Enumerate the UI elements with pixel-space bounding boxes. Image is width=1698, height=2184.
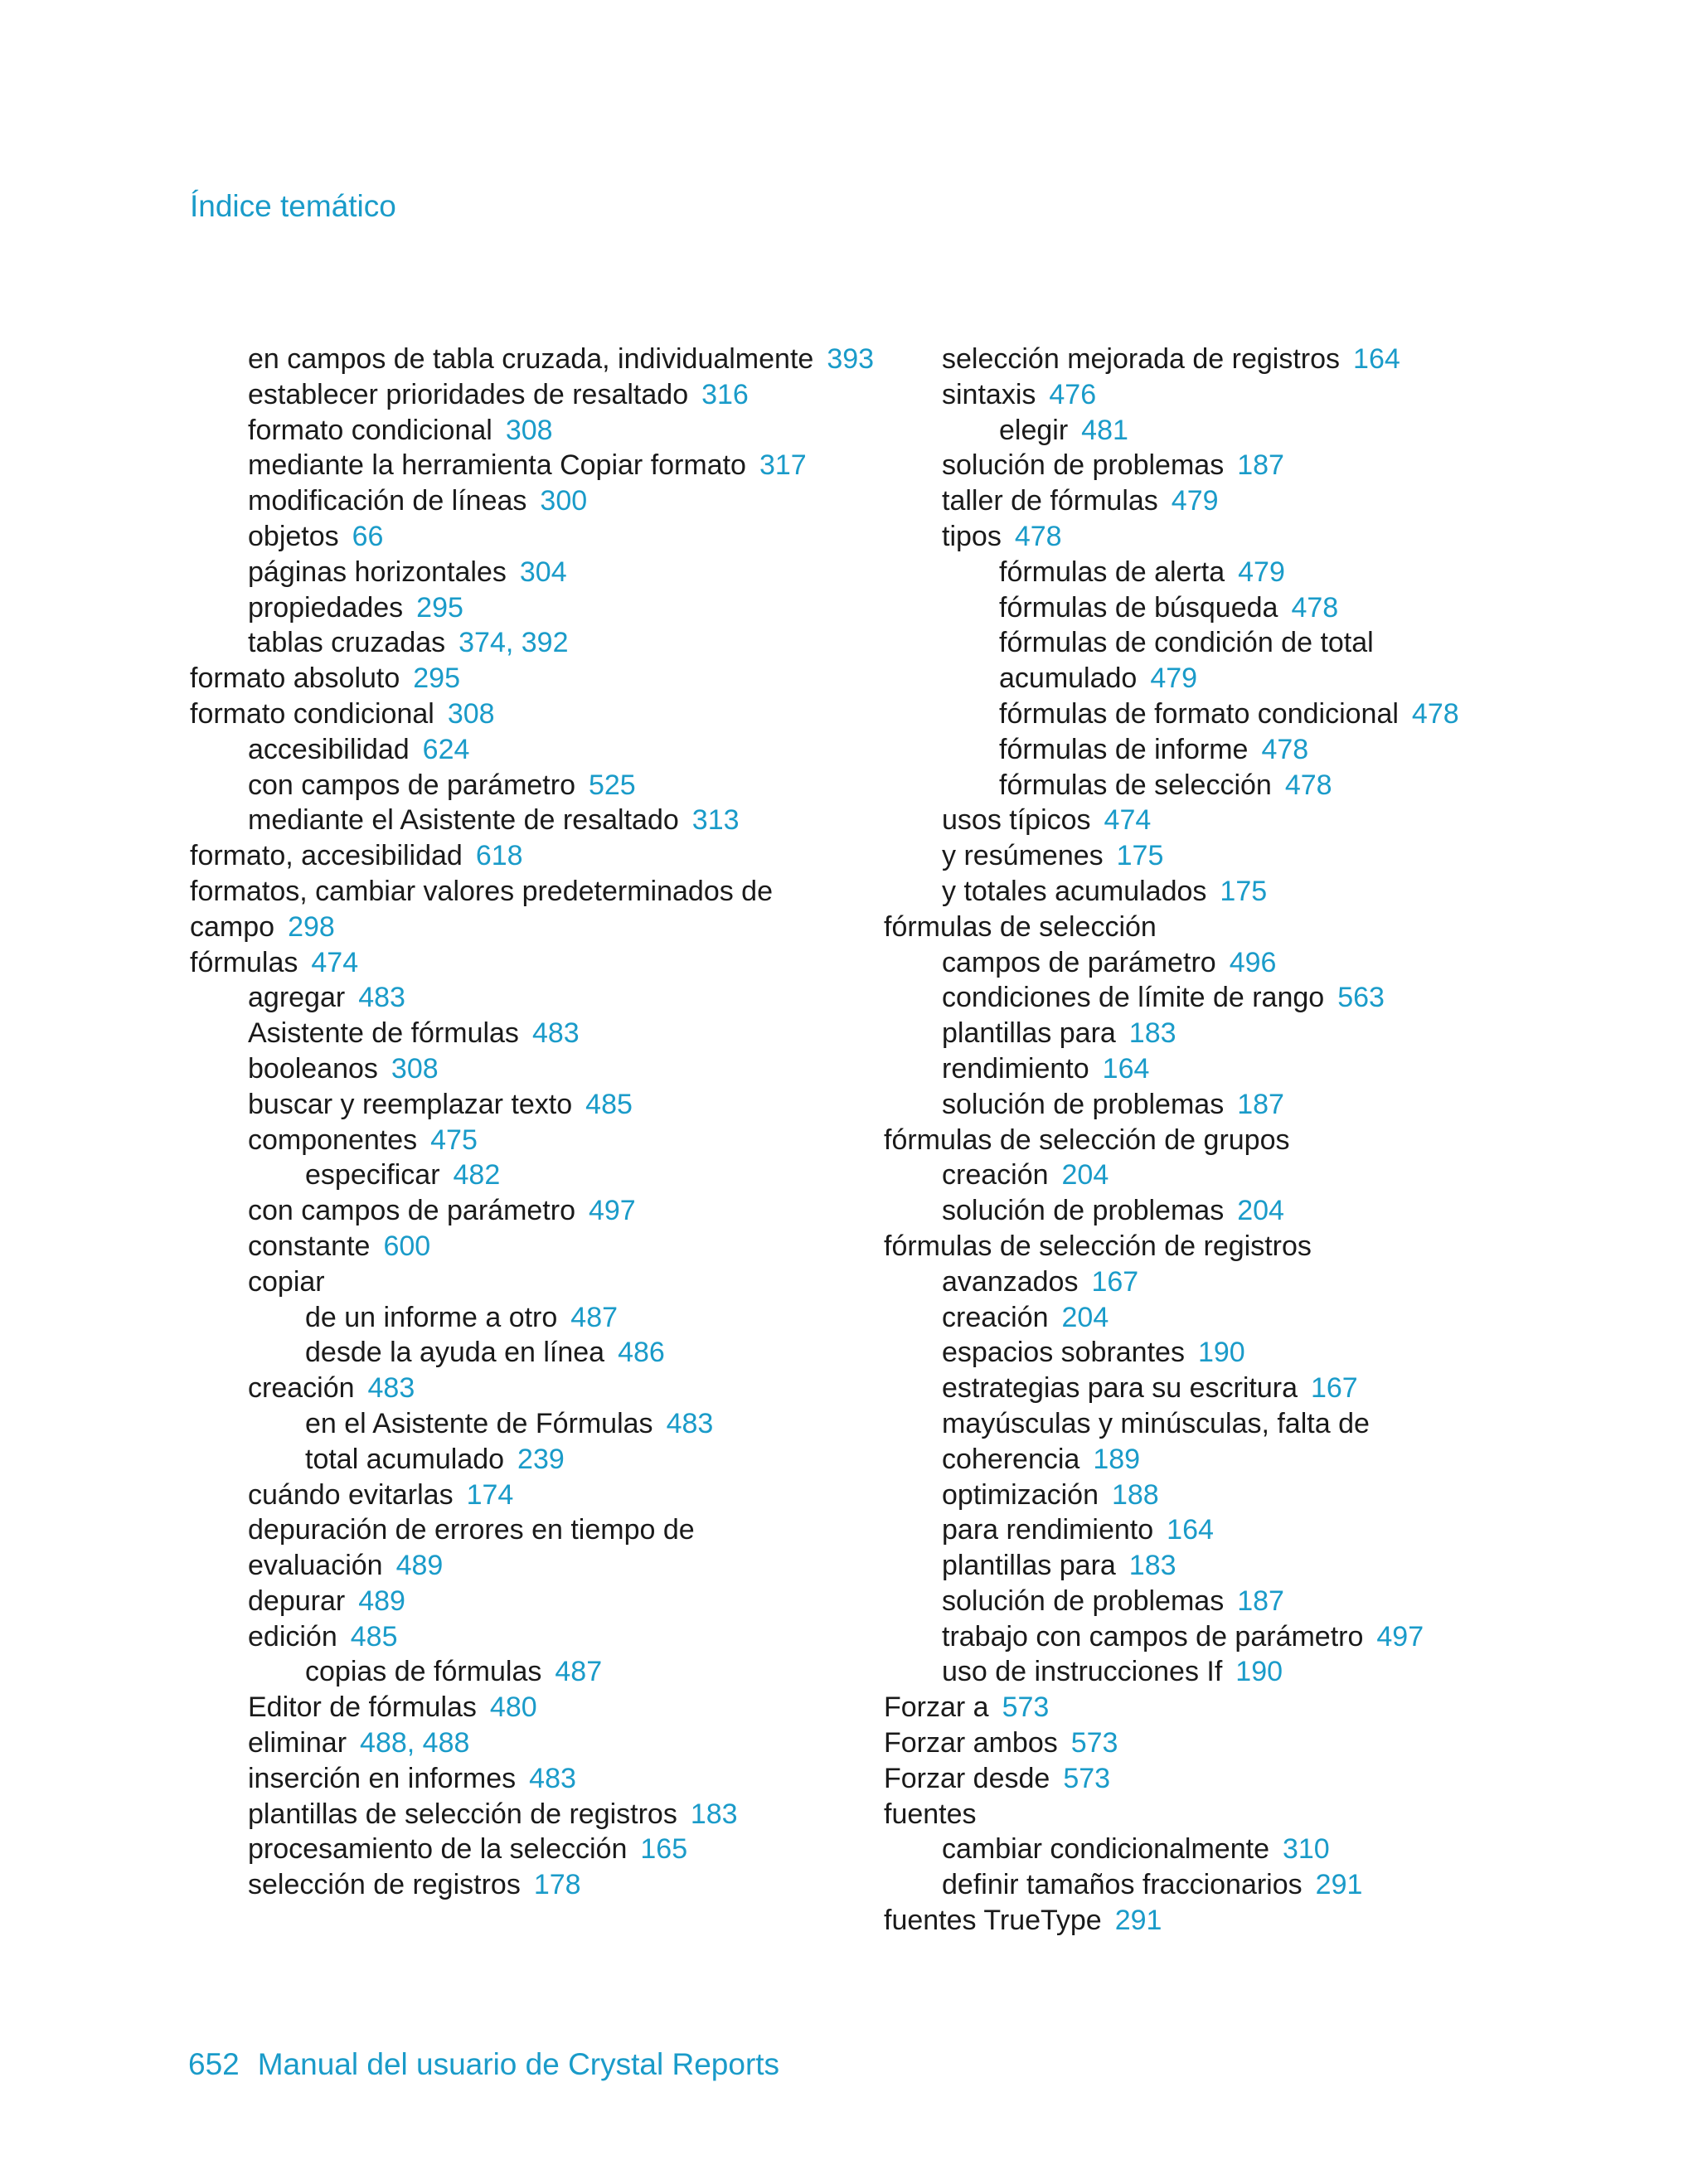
index-term: copiar: [248, 1265, 325, 1298]
index-entry: [190, 1654, 878, 1690]
index-term: buscar y reemplazar texto: [248, 1088, 573, 1120]
index-term: solución de problemas: [942, 1195, 1225, 1227]
page-reference[interactable]: 474: [311, 946, 359, 978]
page-reference[interactable]: 188: [1111, 1478, 1159, 1511]
index-term: para rendimiento: [942, 1514, 1154, 1546]
page-reference[interactable]: 187: [1237, 1088, 1284, 1120]
index-term: optimización: [942, 1478, 1099, 1511]
index-term: de un informe a otro: [305, 1301, 558, 1333]
index-entry: [884, 910, 1531, 945]
page-reference[interactable]: 175: [1220, 875, 1268, 907]
page-reference[interactable]: 573: [1063, 1762, 1111, 1794]
index-term: especificar: [305, 1159, 440, 1191]
index-entry: [190, 1229, 878, 1264]
page-reference[interactable]: 483: [666, 1407, 714, 1439]
page-reference[interactable]: 308: [505, 414, 553, 446]
index-term: total acumulado: [305, 1443, 505, 1475]
page-reference[interactable]: 496: [1229, 946, 1277, 978]
index-term: formato condicional: [248, 414, 492, 446]
page-reference[interactable]: 486: [618, 1337, 665, 1369]
index-term: agregar: [248, 982, 346, 1014]
index-entry: [190, 696, 878, 732]
index-term: Forzar a: [884, 1691, 989, 1724]
index-entry: [884, 1300, 1531, 1336]
index-entry: [190, 1158, 878, 1193]
index-entry: [190, 1335, 878, 1371]
page-reference[interactable]: 174: [466, 1478, 514, 1511]
page-reference[interactable]: 187: [1237, 1585, 1284, 1617]
index-term: estrategias para su escritura: [942, 1372, 1298, 1405]
page-reference[interactable]: 317: [759, 449, 807, 482]
index-entry: [884, 1016, 1531, 1051]
page-reference[interactable]: 485: [585, 1088, 633, 1120]
index-term: cambiar condicionalmente: [942, 1833, 1269, 1866]
index-entry: [190, 448, 878, 483]
index-term: elegir: [999, 414, 1069, 446]
index-entry: [884, 1725, 1531, 1761]
index-entry: [884, 1548, 1531, 1584]
page-reference[interactable]: 204: [1061, 1159, 1109, 1191]
page-reference[interactable]: 189: [1093, 1443, 1141, 1475]
index-term: creación: [942, 1301, 1049, 1333]
index-entry: [190, 590, 878, 626]
index-term: Forzar ambos: [884, 1727, 1058, 1759]
page-reference[interactable]: 573: [1070, 1727, 1118, 1759]
page-reference[interactable]: 476: [1049, 378, 1097, 410]
page-reference[interactable]: 485: [350, 1620, 398, 1653]
index-term: propiedades: [248, 591, 404, 624]
index-entry: [884, 874, 1531, 910]
index-entry: [884, 1654, 1531, 1690]
index-term: con campos de parámetro: [248, 1195, 575, 1227]
index-term: plantillas de selección de registros: [248, 1798, 677, 1830]
index-entry: [190, 1087, 878, 1123]
index-entry: [884, 768, 1531, 803]
index-term: páginas horizontales: [248, 556, 507, 588]
page-reference[interactable]: 291: [1114, 1905, 1162, 1937]
index-entry: [190, 1371, 878, 1406]
page-reference[interactable]: 167: [1091, 1265, 1139, 1298]
index-entry: [190, 1051, 878, 1087]
index-entry: [884, 1512, 1531, 1548]
index-term: modificación de líneas: [248, 485, 527, 517]
index-term: procesamiento de la selección: [248, 1833, 628, 1866]
page-reference[interactable]: 393: [827, 343, 875, 375]
page-reference[interactable]: 487: [555, 1656, 603, 1688]
page-reference[interactable]: 167: [1310, 1372, 1358, 1405]
page-reference[interactable]: 164: [1353, 343, 1400, 375]
index-term: condiciones de límite de rango: [942, 982, 1325, 1014]
page-reference[interactable]: 295: [413, 662, 460, 695]
index-entry: [190, 1193, 878, 1229]
index-entry: [884, 1832, 1531, 1867]
page-reference[interactable]: 487: [570, 1301, 619, 1333]
index-entry: [884, 1406, 1531, 1478]
index-term: Editor de fórmulas: [248, 1691, 477, 1724]
index-term: y totales acumulados: [942, 875, 1207, 907]
index-entry: [884, 483, 1531, 519]
index-term: mediante el Asistente de resaltado: [248, 804, 679, 837]
page-reference[interactable]: 204: [1237, 1195, 1284, 1227]
index-entry: [884, 1584, 1531, 1619]
index-entry: [884, 838, 1531, 874]
index-term: depuración de errores en tiempo de evaluación: [248, 1514, 695, 1582]
index-term: espacios sobrantes: [942, 1337, 1185, 1369]
page-reference[interactable]: 478: [1014, 520, 1062, 552]
index-entry: [190, 768, 878, 803]
index-term: Forzar desde: [884, 1762, 1050, 1794]
index-entry: [884, 1087, 1531, 1123]
index-term: constante: [248, 1230, 371, 1262]
index-entry: [884, 1903, 1531, 1939]
page-number: 652: [188, 2047, 240, 2081]
page-reference[interactable]: 291: [1315, 1869, 1363, 1901]
index-entry: [884, 625, 1531, 696]
index-term: formato, accesibilidad: [190, 840, 463, 872]
index-entry: [190, 803, 878, 838]
index-term: en campos de tabla cruzada, individualmente: [248, 343, 814, 375]
index-term: eliminar: [248, 1727, 347, 1759]
index-entry: [884, 1193, 1531, 1229]
index-entry: [190, 1761, 878, 1797]
index-term: plantillas para: [942, 1550, 1116, 1582]
page-reference[interactable]: 183: [1128, 1017, 1176, 1050]
index-entry: [190, 1264, 878, 1300]
index-term: formato absoluto: [190, 662, 400, 695]
page-reference[interactable]: 190: [1197, 1337, 1245, 1369]
index-entry: [190, 1406, 878, 1442]
index-term: accesibilidad: [248, 733, 410, 765]
page-reference[interactable]: 474: [1104, 804, 1152, 837]
index-entry: [190, 1867, 878, 1903]
index-term: Asistente de fórmulas: [248, 1017, 519, 1050]
index-entry: [190, 732, 878, 768]
page-reference[interactable]: 239: [517, 1443, 565, 1475]
page-reference[interactable]: 479: [1171, 485, 1219, 517]
index-entry: [190, 342, 878, 377]
page-reference[interactable]: 295: [416, 591, 463, 624]
index-term: fórmulas de informe: [999, 733, 1249, 765]
index-entry: [884, 342, 1531, 377]
index-term: y resúmenes: [942, 840, 1104, 872]
index-entry: [884, 1123, 1531, 1158]
index-term: fórmulas de selección de registros: [884, 1230, 1312, 1262]
index-entry: [190, 838, 878, 874]
index-term: fórmulas de selección: [884, 910, 1157, 943]
index-term: fórmulas de selección de grupos: [884, 1124, 1290, 1156]
page-reference[interactable]: 316: [701, 378, 749, 410]
index-term: usos típicos: [942, 804, 1091, 837]
page-reference[interactable]: 525: [588, 769, 636, 801]
index-entry: [190, 1797, 878, 1832]
page-footer: [188, 2047, 779, 2082]
page-reference[interactable]: 304: [519, 556, 567, 588]
index-term: fuentes: [884, 1798, 977, 1830]
page-reference[interactable]: 483: [529, 1762, 576, 1794]
index-entry: [190, 519, 878, 555]
index-term: creación: [942, 1159, 1049, 1191]
index-term: copias de fórmulas: [305, 1656, 542, 1688]
index-entry: [884, 1264, 1531, 1300]
index-entry: [884, 945, 1531, 981]
index-term: fórmulas: [190, 946, 298, 978]
index-entry: [884, 980, 1531, 1016]
page-reference[interactable]: 483: [367, 1372, 415, 1405]
index-entry: [884, 696, 1531, 732]
page-reference[interactable]: 483: [531, 1017, 580, 1050]
index-term: cuándo evitarlas: [248, 1478, 454, 1511]
index-entry: [884, 1690, 1531, 1725]
page-reference[interactable]: 183: [690, 1798, 738, 1830]
index-entry: [884, 1797, 1531, 1832]
page-reference[interactable]: 178: [533, 1869, 581, 1901]
index-term: mediante la herramienta Copiar formato: [248, 449, 746, 482]
page-reference[interactable]: 478: [1284, 769, 1332, 801]
index-term: rendimiento: [942, 1052, 1089, 1085]
index-entry: [884, 1229, 1531, 1264]
index-term: formatos, cambiar valores predeterminados de campo: [190, 875, 773, 943]
index-entry: [190, 1619, 878, 1655]
index-term: avanzados: [942, 1265, 1079, 1298]
page-reference[interactable]: 479: [1238, 556, 1285, 588]
index-term: solución de problemas: [942, 1088, 1225, 1120]
page-reference[interactable]: 300: [540, 485, 588, 517]
page-reference[interactable]: 478: [1291, 591, 1339, 624]
index-entry: [190, 625, 878, 661]
page-reference[interactable]: 204: [1061, 1301, 1109, 1333]
page-reference[interactable]: 563: [1337, 982, 1385, 1014]
page-reference[interactable]: 497: [1376, 1620, 1424, 1653]
index-term: taller de fórmulas: [942, 485, 1158, 517]
page-reference[interactable]: 313: [691, 804, 740, 837]
index-term: booleanos: [248, 1052, 378, 1085]
index-entry: [884, 555, 1531, 590]
index-entry: [190, 483, 878, 519]
index-term: fórmulas de selección: [999, 769, 1272, 801]
index-term: edición: [248, 1620, 337, 1653]
index-term: uso de instrucciones If: [942, 1656, 1223, 1688]
index-entry: [190, 1478, 878, 1513]
index-term: trabajo con campos de parámetro: [942, 1620, 1364, 1653]
index-entry: [190, 1512, 878, 1584]
index-term: tipos: [942, 520, 1002, 552]
page-reference[interactable]: 478: [1261, 733, 1309, 765]
page-reference[interactable]: 482: [453, 1159, 501, 1191]
index-entry: [190, 945, 878, 981]
page-reference[interactable]: 479: [1150, 662, 1198, 695]
index-term: tablas cruzadas: [248, 627, 446, 659]
index-term: establecer prioridades de resaltado: [248, 378, 689, 410]
page-reference[interactable]: 310: [1282, 1833, 1330, 1866]
index-entry: [884, 1619, 1531, 1655]
index-term: depurar: [248, 1585, 346, 1617]
index-term: con campos de parámetro: [248, 769, 575, 801]
page-reference[interactable]: 489: [395, 1550, 444, 1582]
index-term: solución de problemas: [942, 1585, 1225, 1617]
index-entry: [190, 377, 878, 413]
page-reference[interactable]: 478: [1411, 697, 1459, 730]
page-reference[interactable]: 600: [383, 1230, 431, 1262]
index-entry: [884, 377, 1531, 413]
index-entry: [884, 1371, 1531, 1406]
book-title: Manual del usuario de Crystal Reports: [257, 2047, 780, 2081]
index-term: fórmulas de condición de total acumulado: [999, 627, 1374, 695]
index-entry: [190, 1442, 878, 1478]
index-entry: [190, 1725, 878, 1761]
index-entry: [884, 1478, 1531, 1513]
page-reference[interactable]: 481: [1081, 414, 1128, 446]
page-reference[interactable]: 175: [1116, 840, 1164, 872]
index-entry: [190, 555, 878, 590]
index-entry: [884, 1761, 1531, 1797]
index-entry: [190, 1832, 878, 1867]
page-reference[interactable]: 164: [1102, 1052, 1150, 1085]
page-reference[interactable]: 298: [288, 910, 335, 943]
index-entry: [884, 732, 1531, 768]
index-entry: [884, 448, 1531, 483]
index-term: creación: [248, 1372, 355, 1405]
index-term: fórmulas de búsqueda: [999, 591, 1278, 624]
index-entry: [190, 874, 878, 945]
index-entry: [190, 1584, 878, 1619]
index-entry: [884, 803, 1531, 838]
page-reference[interactable]: 488, 488: [360, 1727, 470, 1759]
index-term: solución de problemas: [942, 449, 1225, 482]
page-reference[interactable]: 475: [430, 1124, 478, 1156]
page-header: Índice temático: [190, 189, 396, 223]
index-entry: [190, 1123, 878, 1158]
index-entry: [190, 661, 878, 696]
page-reference[interactable]: 66: [352, 520, 384, 552]
index-term: en el Asistente de Fórmulas: [305, 1407, 653, 1439]
page-reference[interactable]: 480: [489, 1691, 537, 1724]
index-term: campos de parámetro: [942, 946, 1216, 978]
page-reference[interactable]: 489: [358, 1585, 405, 1617]
page-reference[interactable]: 308: [391, 1052, 439, 1085]
page-reference[interactable]: 573: [1002, 1691, 1050, 1724]
page-reference[interactable]: 190: [1235, 1656, 1283, 1688]
index-term: formato condicional: [190, 697, 434, 730]
index-entry: [884, 590, 1531, 626]
index-entry: [884, 1051, 1531, 1087]
index-term: fórmulas de alerta: [999, 556, 1225, 588]
index-entry: [190, 980, 878, 1016]
index-entry: [190, 413, 878, 449]
page-reference[interactable]: 165: [640, 1833, 688, 1866]
page-reference[interactable]: 497: [588, 1195, 636, 1227]
index-term: mayúsculas y minúsculas, falta de coherencia: [942, 1407, 1370, 1475]
page-reference[interactable]: 187: [1237, 449, 1284, 482]
index-entry: [884, 519, 1531, 555]
index-term: objetos: [248, 520, 339, 552]
page-reference[interactable]: 164: [1167, 1514, 1214, 1546]
index-term: plantillas para: [942, 1017, 1116, 1050]
index-entry: [884, 1867, 1531, 1903]
page-reference[interactable]: 374, 392: [458, 627, 569, 659]
page-reference[interactable]: 618: [475, 840, 523, 872]
index-term: fuentes TrueType: [884, 1905, 1102, 1937]
index-column-left: [190, 342, 878, 1903]
index-entry: [190, 1016, 878, 1051]
index-term: definir tamaños fraccionarios: [942, 1869, 1303, 1901]
index-term: inserción en informes: [248, 1762, 517, 1794]
index-term: sintaxis: [942, 378, 1036, 410]
index-entry: [884, 1335, 1531, 1371]
index-entry: [884, 413, 1531, 449]
index-entry: [190, 1690, 878, 1725]
index-entry: [884, 1158, 1531, 1193]
page-reference[interactable]: 308: [447, 697, 495, 730]
index-term: fórmulas de formato condicional: [999, 697, 1399, 730]
index-term: selección mejorada de registros: [942, 343, 1341, 375]
index-term: componentes: [248, 1124, 418, 1156]
index-column-right: [884, 342, 1531, 1939]
index-term: desde la ayuda en línea: [305, 1337, 605, 1369]
page-reference[interactable]: 483: [358, 982, 405, 1014]
index-term: selección de registros: [248, 1869, 521, 1901]
page-reference[interactable]: 183: [1128, 1550, 1176, 1582]
page-reference[interactable]: 624: [422, 733, 470, 765]
index-entry: [190, 1300, 878, 1336]
